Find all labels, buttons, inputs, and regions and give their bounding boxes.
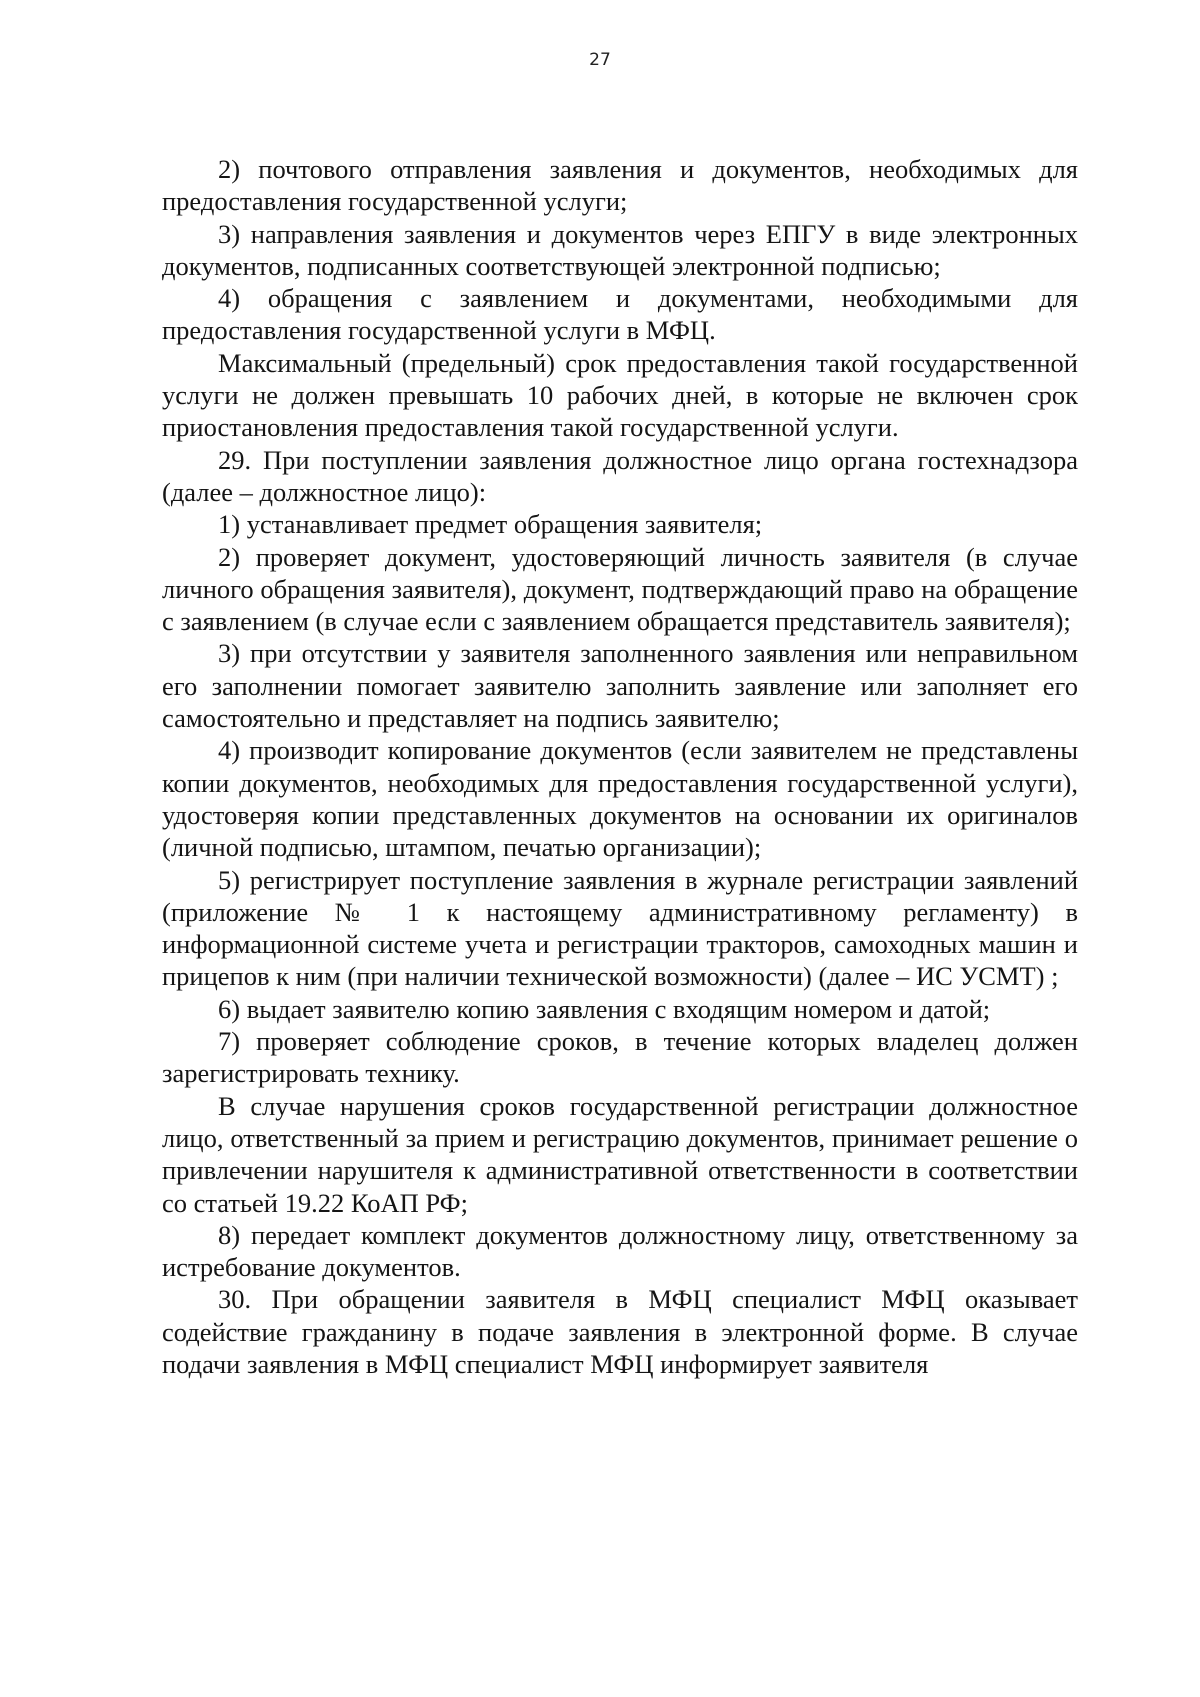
paragraph-29-item-3: 3) при отсутствии у заявителя заполненного заявления или неправильном его заполнении помогает заявителю заполнить заявление или заполняет его самостоятельно и представляет на подпись заявителю;: [162, 638, 1078, 734]
paragraph-29-item-2: 2) проверяет документ, удостоверяющий личность заявителя (в случае личного обращения заявителя), документ, подтверждающий право на обращение с заявлением (в случае если с заявлением обращается представитель заявителя);: [162, 541, 1078, 637]
paragraph-29-item-7: 7) проверяет соблюдение сроков, в течение которых владелец должен зарегистрировать технику.: [162, 1026, 1078, 1089]
paragraph-29-item-8: 8) передает комплект документов должностному лицу, ответственному за истребование документов.: [162, 1219, 1078, 1283]
paragraph-max-term: Максимальный (предельный) срок предоставления такой государственной услуги не должен превышать 10 рабочих дней, в которые не включен срок приостановления предоставления такой государственной услуги.: [162, 347, 1078, 443]
paragraph-item-3-epgu: 3) направления заявления и документов через ЕПГУ в виде электронных документов, подписанных соответствующей электронной подписью;: [162, 218, 1078, 281]
paragraph-item-2-postal: 2) почтового отправления заявления и документов, необходимых для предоставления государственной услуги;: [162, 154, 1078, 217]
paragraph-29-item-1: 1) устанавливает предмет обращения заявителя;: [218, 509, 763, 540]
paragraph-29-item-5: 5) регистрирует поступление заявления в журнале регистрации заявлений (приложение № 1 к настоящему административному регламенту) в информационной системе учета и регистрации тракторов, самоходных машин и прицепов к ним (при наличии технической возможности) (далее – ИС УСМТ) ;: [162, 864, 1078, 992]
paragraph-clause-29: 29. При поступлении заявления должностное лицо органа гостехнадзора (далее – должностное лицо):: [162, 444, 1078, 507]
paragraph-item-4-mfc: 4) обращения с заявлением и документами, необходимыми для предоставления государственной услуги в МФЦ.: [162, 283, 1078, 346]
page-number: 27: [589, 50, 611, 70]
document-body: [162, 153, 1078, 1380]
paragraph-clause-30: 30. При обращении заявителя в МФЦ специалист МФЦ оказывает содействие гражданину в подаче заявления в электронной форме. В случае подачи заявления в МФЦ специалист МФЦ информирует заявителя: [162, 1284, 1078, 1379]
paragraph-29-item-6: 6) выдает заявителю копию заявления с входящим номером и датой;: [218, 993, 991, 1024]
paragraph-29-item-4: 4) производит копирование документов (если заявителем не представлены копии документов, необходимых для предоставления государственной услуги), удостоверяя копии представленных документов на основании их оригиналов (личной подписью, штампом, печатью организации);: [162, 735, 1078, 863]
paragraph-violation: В случае нарушения сроков государственной регистрации должностное лицо, ответственный за прием и регистрацию документов, принимает решение о привлечении нарушителя к административной ответственности в соответствии со статьей 19.22 КоАП РФ;: [162, 1090, 1078, 1218]
